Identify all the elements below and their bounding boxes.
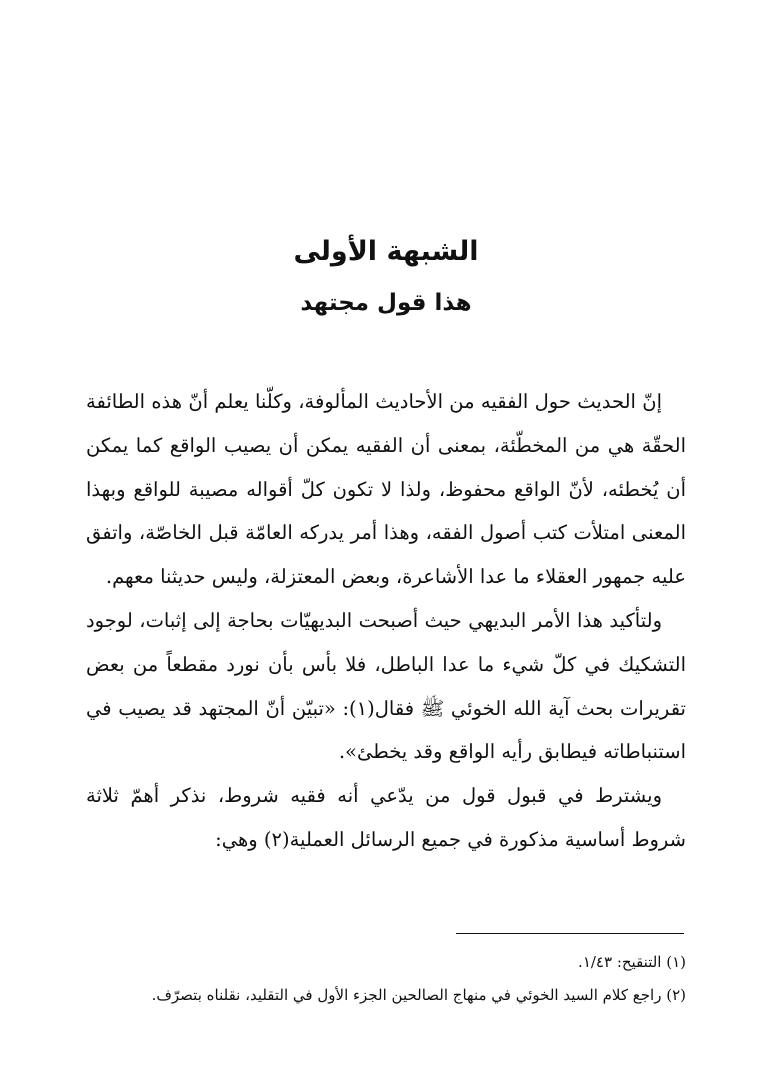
- footnote-divider: [456, 933, 684, 934]
- paragraph-3: ويشترط في قبول قول من يدّعي أنه فقيه شروط، نذكر أهمّ ثلاثة شروط أساسية مذكورة في جميع الرسائل العملية(٢) وهي:: [86, 784, 686, 851]
- footnotes: [86, 946, 686, 1012]
- body-text: [86, 380, 686, 862]
- paragraph-2: ولتأكيد هذا الأمر البديهي حيث أصبحت البديهيّات بحاجة إلى إثبات، لوجود التشكيك في كلّ شيء ما عدا الباطل، فلا بأس بأن نورد مقطعاً من بعض تقريرات بحث آية الله الخوئي ﷺ فقال(١): «تبيّن أنّ المجتهد قد يصيب في استنباطاته فيطابق رأيه الواقع وقد يخطئ».: [86, 608, 686, 764]
- chapter-subtitle: هذا قول مجتهد: [300, 290, 472, 316]
- chapter-title: الشبهة الأولى: [293, 236, 479, 267]
- footnote-2: (٢) راجع كلام السيد الخوئي في منهاج الصالحين الجزء الأول في التقليد، نقلناه بتصرّف.: [151, 986, 686, 1004]
- paragraph-1: إنّ الحديث حول الفقيه من الأحاديث المألوفة، وكلّنا يعلم أنّ هذه الطائفة الحقّة هي من المخطّئة، بمعنى أن الفقيه يمكن أن يصيب الواقع كما يمكن أن يُخطئه، لأنّ الواقع محفوظ، ولذا لا تكون كلّ أقواله مصيبة للواقع وبهذا المعنى امتلأت كتب أصول الفقه، وهذا أمر يدركه العامّة قبل الخاصّة، واتفق عليه جمهور العقلاء ما عدا الأشاعرة، وبعض المعتزلة، وليس حديثنا معهم.: [86, 390, 686, 589]
- footnote-1: (١) التنقيح: ١/٤٣.: [578, 953, 686, 971]
